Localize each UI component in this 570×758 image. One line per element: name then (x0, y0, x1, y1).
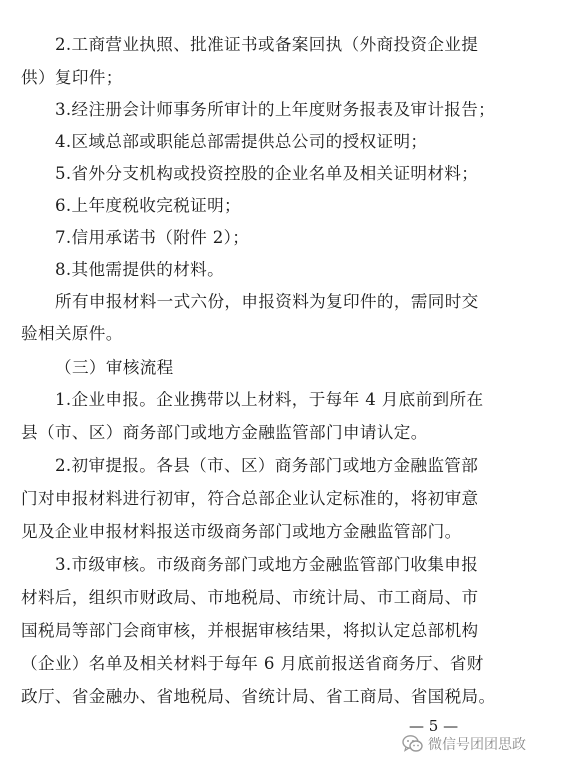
text-line-15: 门对申报材料进行初审，符合总部企业认定标准的，将初审意 (21, 489, 479, 508)
text-line-7: 7.信用承诺书（附件 2）； (55, 228, 250, 247)
text-line-2: 供）复印件； (21, 68, 123, 87)
text-line-5: 5.省外分支机构或投资控股的企业名单及相关证明材料； (55, 164, 479, 183)
text-line-10: 验相关原件。 (21, 324, 123, 343)
text-line-20: （企业）名单及相关材料于每年 6 月底前报送省商务厅、省财 (21, 654, 484, 673)
text-line-9: 所有申报材料一式六份，申报资料为复印件的，需同时交 (55, 292, 479, 311)
text-line-13: 县（市、区）商务部门或地方金融监管部门申请认定。 (21, 423, 428, 442)
text-line-18: 材料后，组织市财政局、市地税局、市统计局、市工商局、市 (21, 588, 479, 607)
text-line-4: 4.区域总部或职能总部需提供总公司的授权证明； (55, 132, 428, 151)
watermark (400, 734, 570, 756)
text-line-1: 2.工商营业执照、批准证书或备案回执（外商投资企业提 (55, 35, 479, 54)
wechat-icon (402, 734, 424, 756)
text-line-19: 国税局等部门会商审核，并根据审核结果，将拟认定总部机构 (21, 621, 479, 640)
text-line-3: 3.经注册会计师事务所审计的上年度财务报表及审计报告； (55, 100, 496, 119)
watermark-text: 微信号团团思政 (428, 737, 526, 753)
text-line-8: 8.其他需提供的材料。 (55, 260, 225, 279)
text-line-14: 2.初审提报。各县（市、区）商务部门或地方金融监管部 (55, 456, 479, 475)
page-number: — 5 — (409, 717, 459, 735)
text-line-12: 1.企业申报。企业携带以上材料，于每年 4 月底前到所在 (55, 390, 484, 409)
text-line-16: 见及企业申报材料报送市级商务部门或地方金融监管部门。 (21, 522, 462, 541)
text-line-21: 政厅、省金融办、省地税局、省统计局、省工商局、省国税局。 (21, 687, 496, 706)
text-line-6: 6.上年度税收完税证明； (55, 196, 241, 215)
section-heading: （三）审核流程 (55, 358, 174, 377)
text-line-17: 3.市级审核。市级商务部门或地方金融监管部门收集申报 (55, 555, 479, 574)
